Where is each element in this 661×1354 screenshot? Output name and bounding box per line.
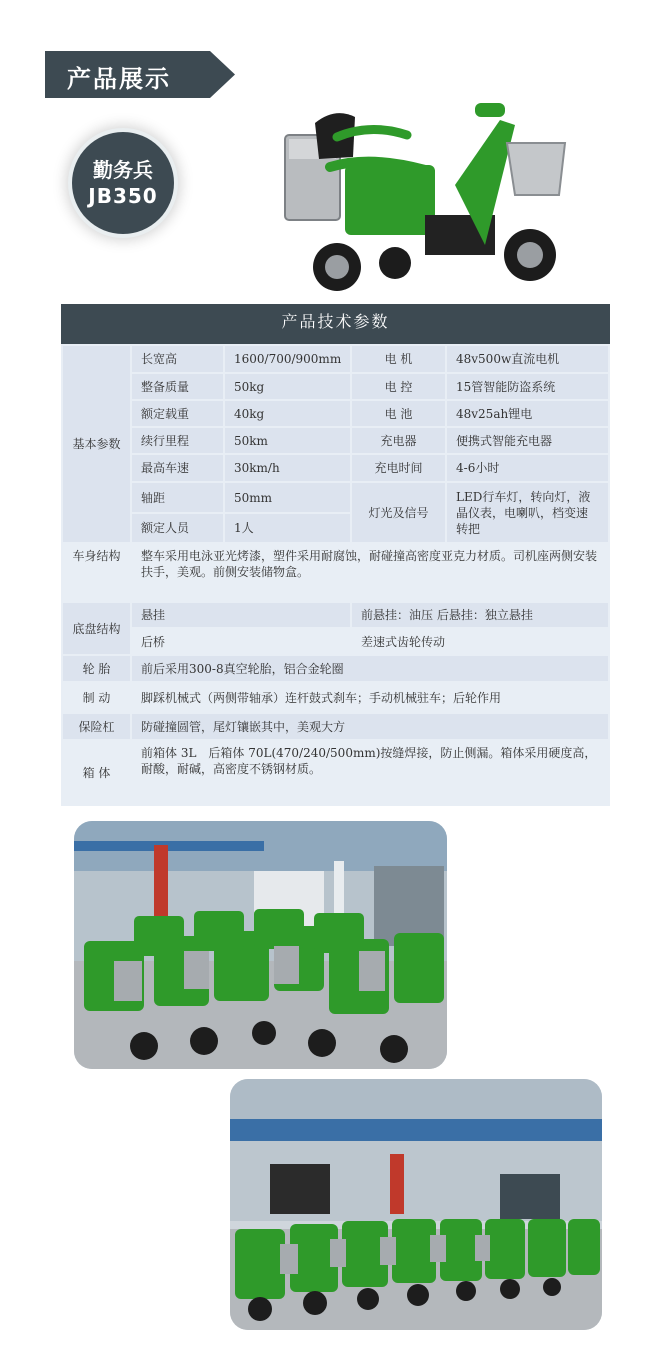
spec-value: 1600/700/900mm — [225, 346, 350, 372]
body-structure-label: 车身结构 — [63, 544, 130, 601]
spec-name: 轴距 — [132, 483, 223, 512]
product-badge — [72, 132, 174, 234]
warehouse-photo-1 — [74, 821, 447, 1069]
spec-name: 整备质量 — [132, 374, 223, 399]
basic-params-label: 基本参数 — [63, 346, 130, 542]
spec-value: 48v25ah锂电 — [447, 401, 608, 426]
box-value: 前箱体 3L 后箱体 70L(470/240/500mm)按缝焊接，防止侧漏。箱体采用硬度高，耐酸，耐碱，高密度不锈钢材质。 — [132, 741, 608, 804]
spec-name: 长宽高 — [132, 346, 223, 372]
spec-value: 50kg — [225, 374, 350, 399]
spec-name: 电 机 — [352, 346, 445, 372]
spec-value: 30km/h — [225, 455, 350, 481]
spec-value: 便携式智能充电器 — [447, 428, 608, 453]
spec-name: 额定载重 — [132, 401, 223, 426]
body-structure-value: 整车采用电泳亚光烤漆，塑件采用耐腐蚀，耐碰撞高密度亚克力材质。司机座两侧安装扶手，美观。前侧安装储物盒。 — [132, 544, 608, 601]
lights-value: LED行车灯，转向灯，液晶仪表，电喇叭，档变速转把 — [447, 483, 608, 542]
spec-value: 50km — [225, 428, 350, 453]
rear-axle-value: 差速式齿轮传动 — [352, 629, 608, 654]
brake-value: 脚踩机械式（两侧带轴承）连杆鼓式刹车；手动机械驻车；后轮作用 — [132, 683, 608, 712]
spec-value: 15管智能防盗系统 — [447, 374, 608, 399]
spec-name: 额定人员 — [132, 514, 223, 542]
tricycle-image — [275, 95, 575, 295]
spec-value: 1人 — [225, 514, 350, 542]
product-name: 勤务兵 — [93, 158, 153, 182]
lights-label: 灯光及信号 — [352, 483, 445, 542]
box-label: 箱 体 — [63, 741, 130, 804]
spec-name: 充电器 — [352, 428, 445, 453]
bumper-value: 防碰撞圆管，尾灯镶嵌其中，美观大方 — [132, 714, 608, 739]
spec-name: 最高车速 — [132, 455, 223, 481]
product-model: JB350 — [88, 184, 158, 208]
suspension-label: 悬挂 — [132, 603, 350, 627]
section-title: 产品展示 — [67, 65, 171, 93]
spec-value: 40kg — [225, 401, 350, 426]
spec-name: 续行里程 — [132, 428, 223, 453]
warehouse-photo-2 — [230, 1079, 602, 1330]
spec-name: 电 控 — [352, 374, 445, 399]
spec-value: 50mm — [225, 483, 350, 512]
brake-label: 制 动 — [63, 683, 130, 712]
spec-value: 48v500w直流电机 — [447, 346, 608, 372]
tires-value: 前后采用300-8真空轮胎，铝合金轮圈 — [132, 656, 608, 681]
section-banner — [45, 51, 235, 98]
chassis-label: 底盘结构 — [63, 603, 130, 654]
tires-label: 轮 胎 — [63, 656, 130, 681]
bumper-label: 保险杠 — [63, 714, 130, 739]
spec-name: 电 池 — [352, 401, 445, 426]
spec-name: 充电时间 — [352, 455, 445, 481]
spec-value: 4-6小时 — [447, 455, 608, 481]
rear-axle-label: 后桥 — [132, 629, 350, 654]
suspension-value: 前悬挂：油压 后悬挂：独立悬挂 — [352, 603, 608, 627]
spec-table — [61, 304, 610, 806]
spec-table-title: 产品技术参数 — [61, 304, 610, 344]
